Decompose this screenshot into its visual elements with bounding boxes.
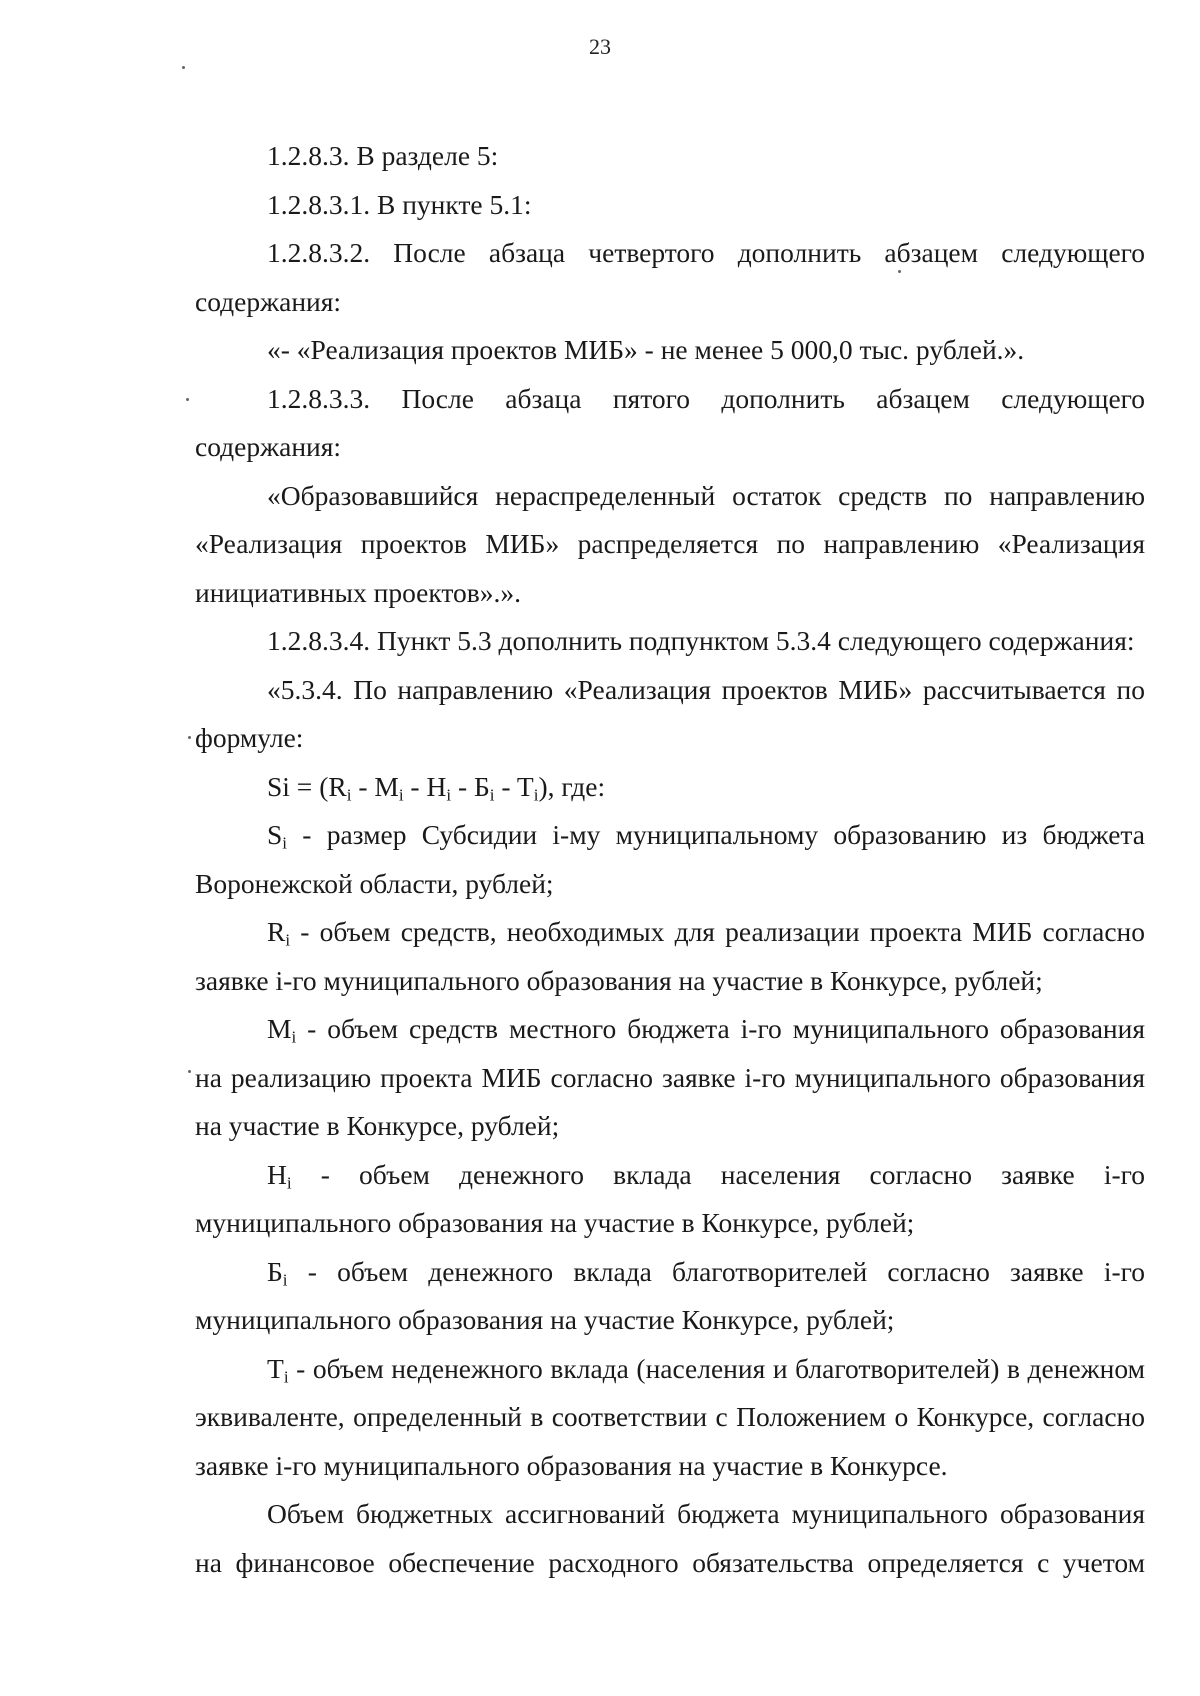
- definition-r: $R_i$ - объем средств, необходимых для реализации проекта МИБ согласно заявке i-го муниципального образования на участие в Конкурсе, рублей;: [195, 916, 1145, 996]
- paragraph-add-after-fifth: 1.2.8.3.3. После абзаца пятого дополнить абзацем следующего содержания:: [195, 382, 1145, 462]
- paragraph-quoted-mib: «- «Реализация проектов МИБ» - не менее 5 000,0 тыс. рублей.».: [267, 334, 1025, 365]
- definition-m: $M_i$ - объем средств местного бюджета i-го муниципального образования на реализацию проекта МИБ согласно заявке i-го муниципального образования на участие в Конкурсе, рублей;: [195, 1013, 1145, 1141]
- document-body: [195, 132, 1145, 1587]
- definition-t: $T_i$ - объем неденежного вклада (населения и благотворителей) в денежном эквиваленте, определенный в соответствии с Положением о Конкурсе, согласно заявке i-го муниципального образования на участие в Конкурсе.: [195, 1352, 1145, 1481]
- scan-speck: [186, 398, 189, 401]
- page-number: 23: [589, 34, 611, 59]
- definition-b: $Б_i$ - объем денежного вклада благотворителей согласно заявке i-го муниципального образования на участие Конкурсе, рублей;: [195, 1255, 1145, 1335]
- paragraph-item-5-3: 1.2.8.3.4. Пункт 5.3 дополнить подпунктом 5.3.4 следующего содержания:: [267, 625, 1135, 656]
- scan-speck: [182, 66, 185, 69]
- formula: $Si = (R_i - M_i - H_i - Б_i - T_i)$, где:: [267, 770, 606, 804]
- definition-h: $H_i$ - объем денежного вклада населения согласно заявке i-го муниципального образования на участие в Конкурсе, рублей;: [195, 1158, 1145, 1238]
- paragraph-section-5: 1.2.8.3. В разделе 5:: [267, 140, 499, 171]
- paragraph-remainder: «Образовавшийся нераспределенный остаток средств по направлению «Реализация проектов МИБ» распределяется по направлению «Реализация инициативных проектов».».: [195, 479, 1145, 608]
- paragraph-add-after-fourth: 1.2.8.3.2. После абзаца четвертого дополнить абзацем следующего содержания:: [195, 237, 1145, 317]
- definition-s: $S_i$ - размер Субсидии i-му муниципальному образованию из бюджета Воронежской области, рублей;: [195, 819, 1145, 899]
- scan-speck: [188, 1070, 191, 1073]
- scan-speck: [188, 736, 191, 739]
- paragraph-5-3-4: «5.3.4. По направлению «Реализация проектов МИБ» рассчитывается по формуле:: [195, 673, 1145, 753]
- paragraph-item-5-1: 1.2.8.3.1. В пункте 5.1:: [267, 188, 532, 220]
- paragraph-closing: Объем бюджетных ассигнований бюджета муниципального образования на финансовое обеспечение расходного обязательства определяется с учетом: [195, 1498, 1145, 1578]
